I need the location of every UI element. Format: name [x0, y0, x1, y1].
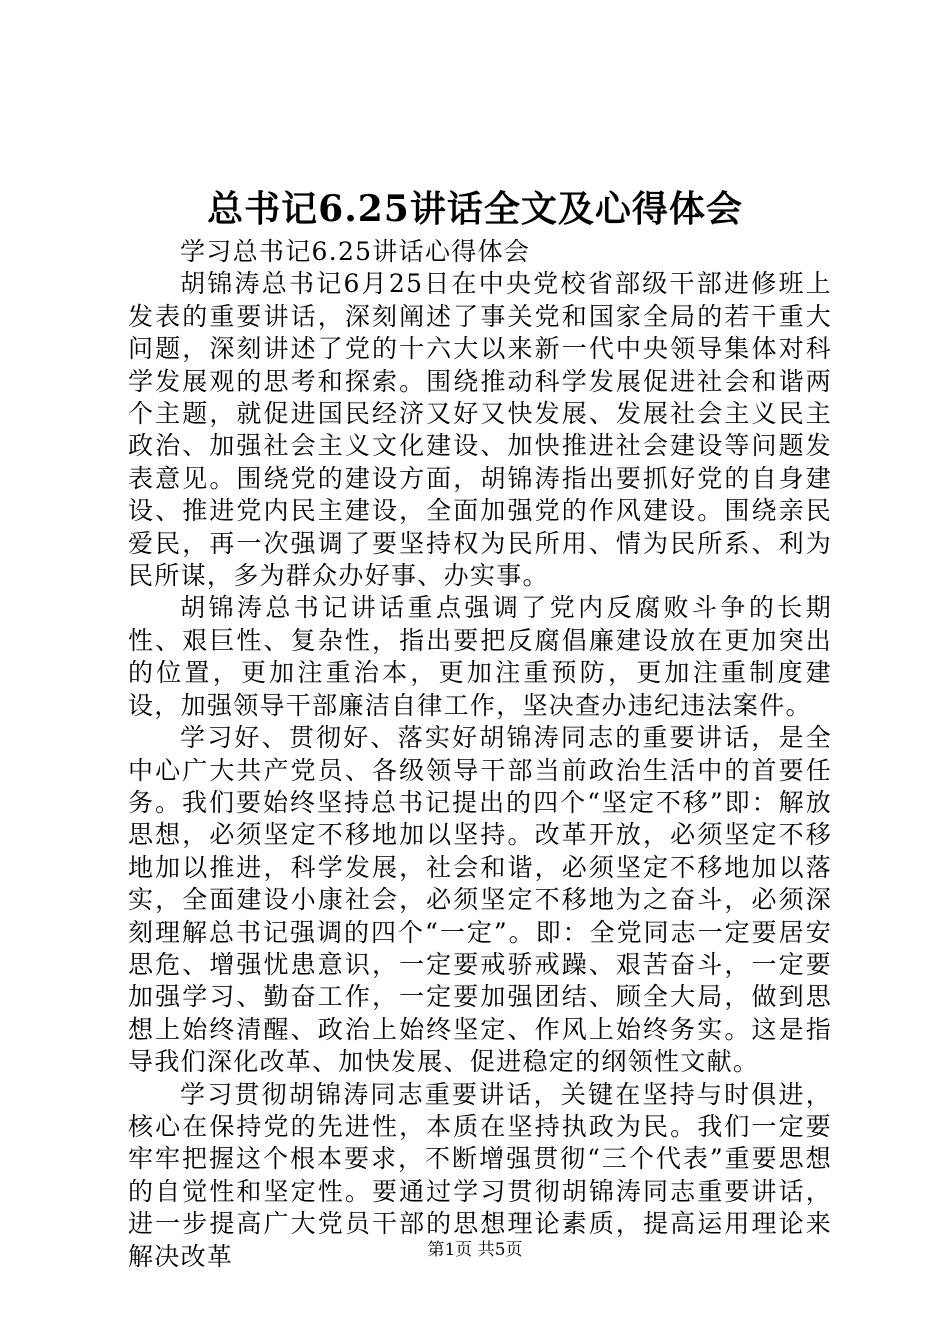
- document-subheading: 学习总书记6.25讲话心得体会: [180, 237, 531, 266]
- page-indicator: 第1页 共5页: [427, 1240, 523, 1260]
- paragraph-4: 学习贯彻胡锦涛同志重要讲话，关键在坚持与时俱进，核心在保持党的先进性，本质在坚持执政为民。我们一定要牢牢把握这个根本要求，不断增强贯彻“三个代表”重要思想的自觉性和坚定性。要通过学习贯彻胡锦涛同志重要讲话，进一步提高广大党员干部的思想理论素质，提高运用理论来解决改革: [128, 1079, 832, 1271]
- document-title: 总书记6.25讲话全文及心得体会: [207, 188, 743, 230]
- document-body: [128, 236, 832, 1273]
- paragraph-1: 胡锦涛总书记6月25日在中央党校省部级干部进修班上发表的重要讲话，深刻阐述了事关党和国家全局的若干重大问题，深刻讲述了党的十六大以来新一代中央领导集体对科学发展观的思考和探索。围绕推动科学发展促进社会和谐两个主题，就促进国民经济又好又快发展、发展社会主义民主政治、加强社会主义文化建设、加快推进社会建设等问题发表意见。围绕党的建设方面，胡锦涛指出要抓好党的自身建设、推进党内民主建设，全面加强党的作风建设。围绕亲民爱民，再一次强调了要坚持权为民所用、情为民所系、利为民所谋，多为群众办好事、办实事。: [128, 269, 832, 591]
- paragraph-2: 胡锦涛总书记讲话重点强调了党内反腐败斗争的长期性、艰巨性、复杂性，指出要把反腐倡廉建设放在更加突出的位置，更加注重治本，更加注重预防，更加注重制度建设，加强领导干部廉洁自律工作，坚决查办违纪违法案件。: [128, 593, 832, 720]
- paragraph-3: 学习好、贯彻好、落实好胡锦涛同志的重要讲话，是全中心广大共产党员、各级领导干部当前政治生活中的首要任务。我们要始终坚持总书记提出的四个“坚定不移”即：解放思想，必须坚定不移地加以坚持。改革开放，必须坚定不移地加以推进，科学发展，社会和谐，必须坚定不移地加以落实，全面建设小康社会，必须坚定不移地为之奋斗，必须深刻理解总书记强调的四个“一定”。即：全党同志一定要居安思危、增强忧患意识，一定要戒骄戒躁、艰苦奋斗，一定要加强学习、勤奋工作，一定要加强团结、顾全大局，做到思想上始终清醒、政治上始终坚定、作风上始终务实。这是指导我们深化改革、加快发展、促进稳定的纲领性文献。: [128, 723, 832, 1077]
